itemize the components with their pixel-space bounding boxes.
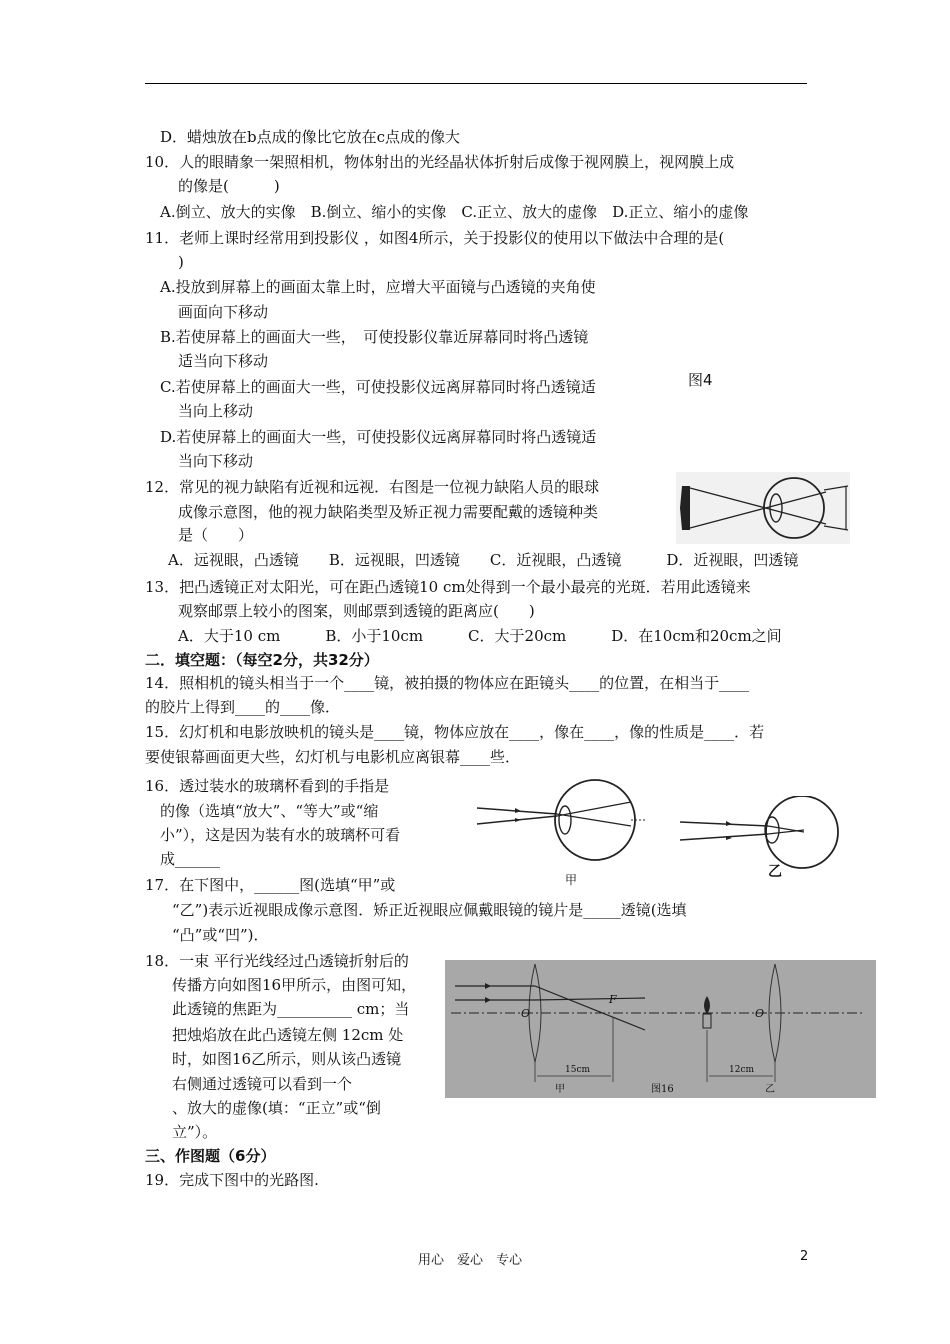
figure-16-jia-o-label: O [521,1007,531,1020]
eye-diagram-yi [676,796,846,886]
page-number: 2 [800,1249,809,1264]
q18-stem-cont: 传播方向如图16甲所示，由图可知， [172,976,417,994]
q11-stem-cont: ) [178,253,184,271]
q14-stem-cont: 的胶片上得到____的____像． [145,698,341,716]
section-fill-blank-heading: 二．填空题：（每空2分，共32分） [145,651,379,669]
figure-16-jia-distance: 15cm [565,1065,591,1075]
q17-stem-end: “凸”或“凹”)． [172,926,269,944]
q15-stem-cont: 要使银幕画面更大些，幻灯机与电影机应离银幕____些． [145,748,521,766]
q12-stem: 12．常见的视力缺陷有近视和远视．右图是一位视力缺陷人员的眼球 [145,478,600,496]
eye-diagram-jia-label: 甲 [565,873,578,887]
q16-stem-cont2: 小”），这是因为装有水的玻璃杯可看 [160,826,401,844]
q10-stem: 10．人的眼睛象一架照相机，物体射出的光经晶状体折射后成像于视网膜上，视网膜上成 [145,153,735,171]
q10-options: A.倒立、放大的实像 B.倒立、缩小的实像 C.正立、放大的虚像 D.正立、缩小的虚像 [160,203,749,221]
header-rule [145,83,807,84]
q15-stem: 15．幻灯机和电影放映机的镜头是____镜，物体应放在____，像在____，像的性质是____．若 [145,723,765,741]
figure-16-focus-label: F [609,993,617,1006]
footer-slogan: 用心 爱心 专心 [418,1253,523,1268]
q18-stem-cont3: 把烛焰放在此凸透镜左侧 12cm 处 [172,1026,404,1044]
q19-stem: 19．完成下图中的光路图. [145,1171,319,1189]
figure-16-jia-label: 甲 [555,1084,565,1095]
q18-stem-cont4: 时，如图16乙所示，则从该凸透镜 [172,1050,402,1068]
q13-stem-cont: 观察邮票上较小的图案，则邮票到透镜的距离应( ) [178,602,535,620]
q18-stem-cont2: 此透镜的焦距为__________ cm；当 [172,1000,410,1018]
figure-16-caption: 图16 [651,1084,674,1095]
q16-stem-end: 成______ [160,850,221,868]
eye-diagram-yi-label: 乙 [768,864,782,880]
q17-stem: 17．在下图中，______图(选填“甲”或 [145,876,396,894]
section-drawing-heading: 三、作图题（6分） [145,1147,276,1165]
q11-option-b: B.若使屏幕上的画面大一些， 可使投影仪靠近屏幕同时将凸透镜 [160,328,589,346]
q12-stem-cont: 成像示意图，他的视力缺陷类型及矫正视力需要配戴的透镜种类 [178,503,599,521]
q11-option-a-cont: 画面向下移动 [178,303,269,321]
q11-option-d-cont: 当向下移动 [178,452,254,470]
eye-diagram-jia [475,778,645,890]
q11-option-c-cont: 当向上移动 [178,402,254,420]
figure-16-yi-o-label: O [755,1007,765,1020]
q14-stem: 14．照相机的镜头相当于一个____镜，被拍摄的物体应在距镜头____的位置，在相当于____ [145,674,750,692]
q18-stem: 18．一束 平行光线经过凸透镜折射后的 [145,952,409,970]
figure-4-caption: 图4 [688,371,713,389]
q11-option-d: D.若使屏幕上的画面大一些，可使投影仪远离屏幕同时将凸透镜适 [160,428,597,446]
figure-16-yi-distance: 12cm [729,1065,755,1075]
q11-option-c: C.若使屏幕上的画面大一些，可使投影仪远离屏幕同时将凸透镜适 [160,378,596,396]
q17-stem-cont: “乙”)表示近视眼成像示意图．矫正近视眼应佩戴眼镜的镜片是_____透镜(选填 [172,901,687,919]
q11-stem: 11．老师上课时经常用到投影仪 ，如图4所示，关于投影仪的使用以下做法中合理的是( [145,229,725,247]
q12-options: A．远视眼，凸透镜 B．远视眼，凹透镜 C．近视眼，凸透镜 D．近视眼，凹透镜 [168,551,799,569]
q12-eye-diagram [676,472,850,544]
q18-stem-cont6: 、放大的虚像(填：“正立”或“倒 [172,1099,381,1117]
q18-stem-end: 立”）。 [172,1123,218,1141]
q16-stem-cont: 的像（选填“放大”、“等大”或“缩 [160,802,379,820]
q16-stem: 16．透过装水的玻璃杯看到的手指是 [145,777,390,795]
figure-16-yi-label: 乙 [765,1084,775,1095]
q18-stem-cont5: 右侧通过透镜可以看到一个 [172,1075,353,1093]
q12-stem-end: 是（ ） [178,526,254,544]
figure-16 [445,960,876,1098]
q13-options: A．大于10 cm B．小于10cm C．大于20cm D．在10cm和20cm之间 [178,627,782,645]
q9-option-d: D．蜡烛放在b点成的像比它放在c点成的像大 [160,128,461,146]
q11-option-b-cont: 适当向下移动 [178,352,269,370]
q10-stem-cont: 的像是( ) [178,177,280,195]
q11-option-a: A.投放到屏幕上的画面太靠上时，应增大平面镜与凸透镜的夹角使 [160,278,596,296]
q13-stem: 13．把凸透镜正对太阳光，可在距凸透镜10 cm处得到一个最小最亮的光斑．若用此透镜来 [145,578,751,596]
